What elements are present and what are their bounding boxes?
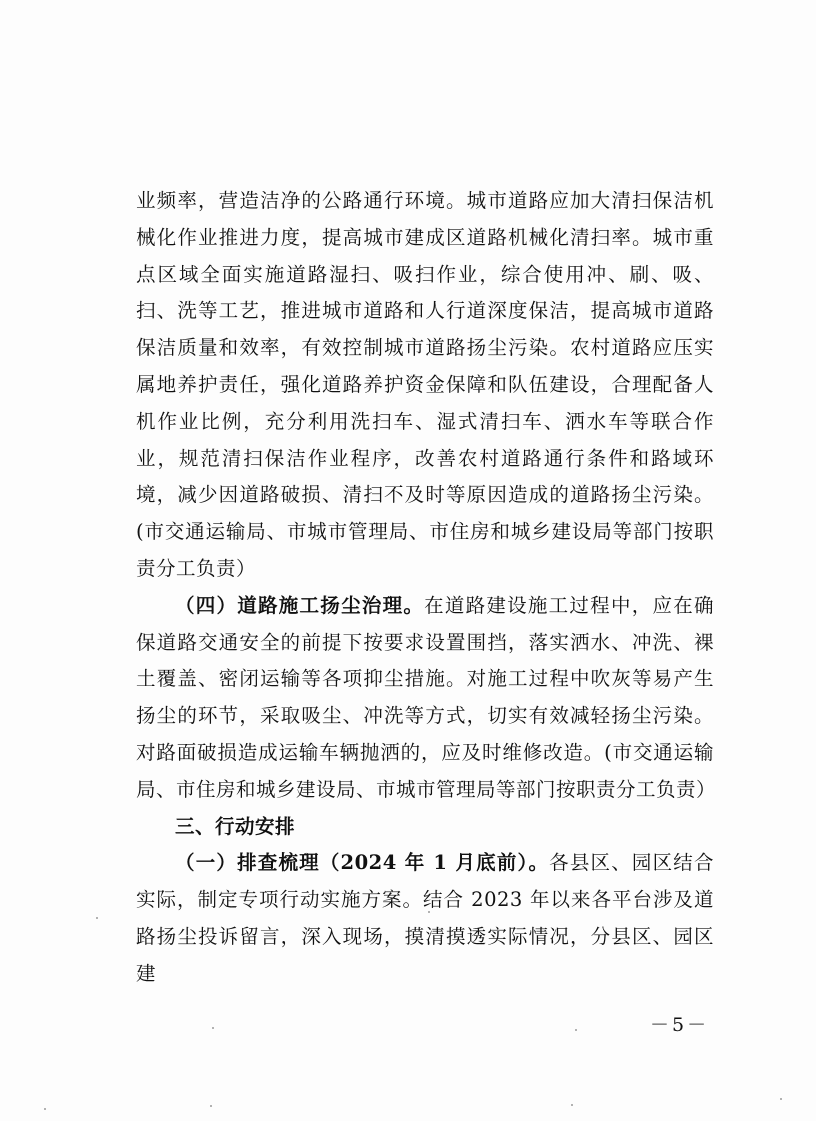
paragraph-road-construction-dust [136,588,717,809]
paragraph-road-cleaning [136,183,714,588]
paragraph-text: 在道路建设施工过程中，应在确保道路交通安全的前提下按要求设置围挡，落实洒水、冲洗、裸土覆盖、密闭运输等各项抑尘措施。对施工过程中吹灰等易产生扬尘的环节，采取吸尘、冲洗等方式，切实有效减轻扬尘污染。对路面破损造成运输车辆抛洒的，应及时维修改造。(市交通运输局、市住房和城乡建设局、市城市管理局等部门按职责分工负责） [136,593,717,801]
scan-speck [428,911,430,913]
paragraph-investigation [136,845,714,992]
scan-speck [212,1027,214,1029]
scan-speck [96,917,98,919]
page-number: －5－ [650,1014,710,1036]
scan-speck [44,1108,46,1110]
scan-speck [571,1104,573,1106]
section-heading-action-plan: 三、行动安排 [175,814,296,838]
scan-speck [210,1105,212,1107]
scan-speck [780,1098,782,1100]
paragraph-text: 业频率，营造洁净的公路通行环境。城市道路应加大清扫保洁机械化作业推进力度，提高城市建成区道路机械化清扫率。城市重点区域全面实施道路湿扫、吸扫作业，综合使用冲、刷、吸、扫、洗等工艺，推进城市道路和人行道深度保洁，提高城市道路保洁质量和效率，有效控制城市道路扬尘污染。农村道路应压实属地养护责任，强化道路养护资金保障和队伍建设，合理配备人机作业比例，充分利用洗扫车、湿式清扫车、洒水车等联合作业，规范清扫保洁作业程序，改善农村道路通行条件和路域环境，减少因道路破损、清扫不及时等原因造成的道路扬尘污染。(市交通运输局、市城市管理局、市住房和城乡建设局等部门按职责分工负责） [136,189,714,580]
paragraph-lead: （一）排查梳理（2024 年 1 月底前）。 [175,851,550,875]
paragraph-text: 各县区、园区结合实际，制定专项行动实施方案。结合 2023 年以来各平台涉及道路扬尘投诉留言，深入现场，摸清摸透实际情况，分县区、园区建 [136,851,714,985]
scan-speck [575,1029,577,1031]
paragraph-lead: （四）道路施工扬尘治理。 [175,593,425,617]
document-body [136,183,717,993]
